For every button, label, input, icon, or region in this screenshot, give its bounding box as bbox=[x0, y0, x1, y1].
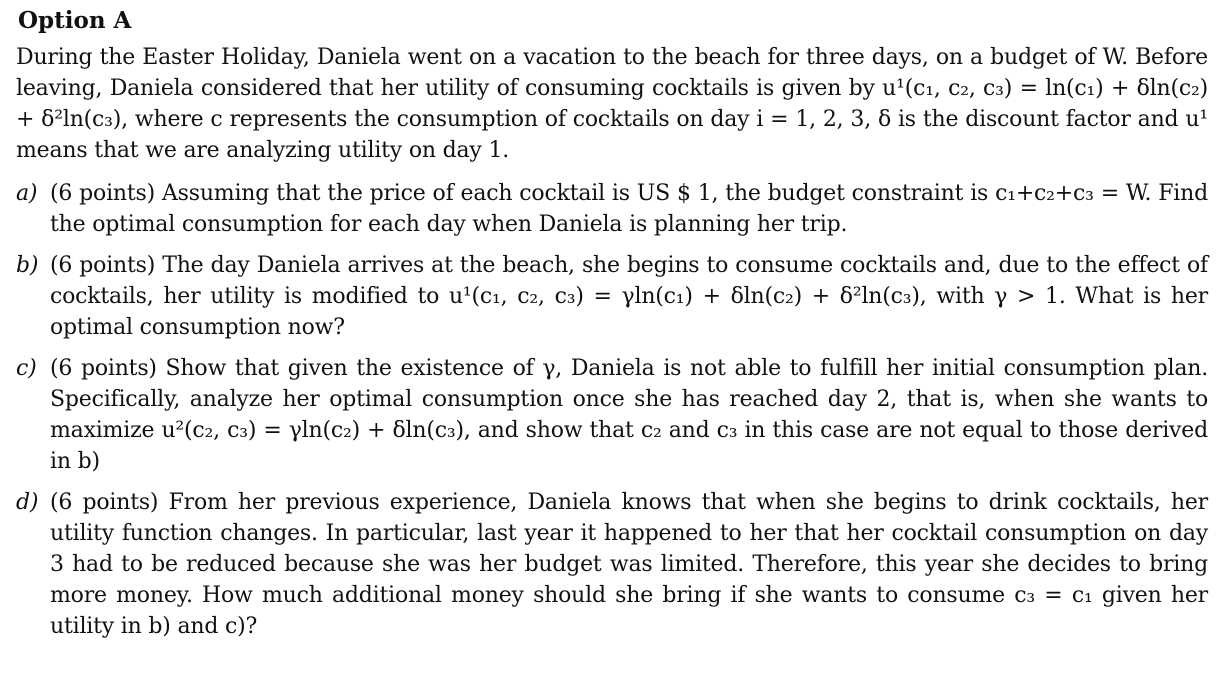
question-label: b) bbox=[16, 253, 39, 278]
intro-paragraph: During the Easter Holiday, Daniela went on a vacation to the beach for three days, on a budget of W. Before leaving, Daniela considered that her utility of consuming cocktails is given by u¹(c₁, c₂, c₃) = ln(c₁) + δln(c₂) + δ²ln(c₃), where c represents the consumption of cocktails on day i = 1, 2, 3, δ is the discount factor and u¹ means that we are analyzing utility on day 1. bbox=[16, 45, 1208, 163]
question-b bbox=[16, 250, 1208, 343]
question-label: c) bbox=[16, 356, 37, 381]
question-label: d) bbox=[16, 490, 39, 515]
question-text: (6 points) From her previous experience, Daniela knows that when she begins to drink cocktails, her utility function changes. In particular, last year it happened to her that her cocktail consumption on day 3 had to be reduced because she was her budget was limited. Therefore, this year she decides to bring more money. How much additional money should she bring if she wants to consume c₃ = c₁ given her utility in b) and c)? bbox=[50, 490, 1208, 639]
question-text: (6 points) Assuming that the price of each cocktail is US $ 1, the budget constraint is c₁+c₂+c₃ = W. Find the optimal consumption for each day when Daniela is planning her trip. bbox=[50, 181, 1208, 237]
question-c bbox=[16, 353, 1208, 477]
question-text: (6 points) Show that given the existence of γ, Daniela is not able to fulfill her initial consumption plan. Specifically, analyze her optimal consumption once she has reached day 2, that is, when she wants to maximize u²(c₂, c₃) = γln(c₂) + δln(c₃), and show that c₂ and c₃ in this case are not equal to those derived in b) bbox=[50, 356, 1208, 474]
question-label: a) bbox=[16, 181, 38, 206]
question-list bbox=[16, 178, 1208, 642]
question-text: (6 points) The day Daniela arrives at the beach, she begins to consume cocktails and, due to the effect of cocktails, her utility is modified to u¹(c₁, c₂, c₃) = γln(c₁) + δln(c₂) + δ²ln(c₃), with γ > 1. What is her optimal consumption now? bbox=[50, 253, 1208, 340]
question-a bbox=[16, 178, 1208, 240]
question-d bbox=[16, 487, 1208, 642]
section-title: Option A bbox=[18, 7, 132, 34]
